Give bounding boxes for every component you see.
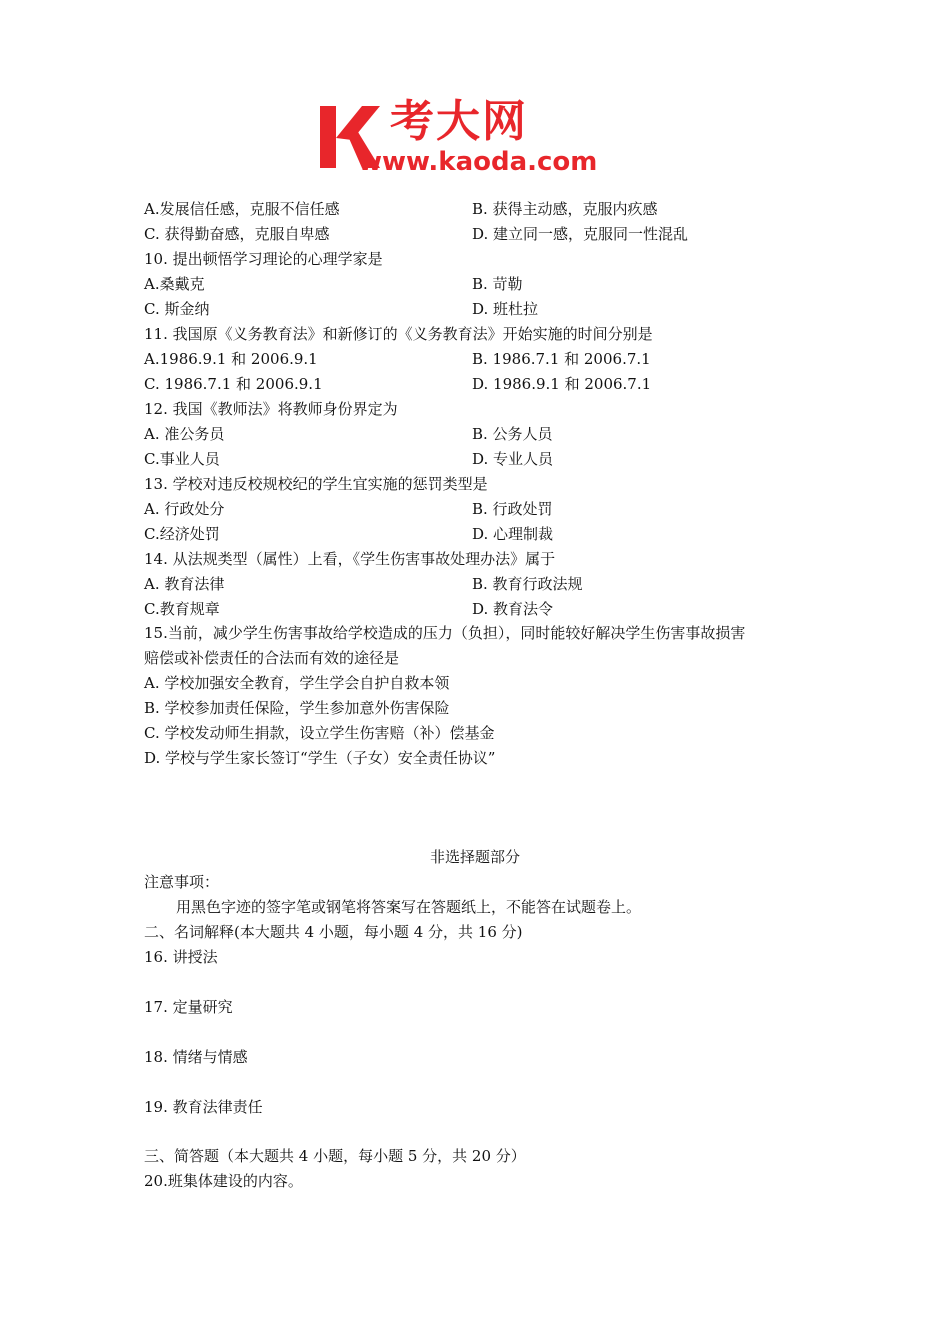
- q11-option-d: D. 1986.9.1 和 2006.7.1: [472, 375, 652, 393]
- q16-text: 16. 讲授法: [144, 948, 218, 966]
- q14-option-c: C.教育规章: [144, 600, 220, 618]
- q18-text: 18. 情绪与情感: [144, 1048, 248, 1066]
- q15-stem-line1: 15.当前，减少学生伤害事故给学校造成的压力（负担），同时能较好解决学生伤害事故损害: [144, 624, 746, 642]
- q19-text: 19. 教育法律责任: [144, 1098, 263, 1116]
- q17-text: 17. 定量研究: [144, 998, 233, 1016]
- q14-option-b: B. 教育行政法规: [472, 575, 583, 593]
- q13-option-d: D. 心理制裁: [472, 525, 554, 543]
- q14-option-a: A. 教育法律: [144, 575, 225, 593]
- logo-brand-text: 考大网: [390, 96, 528, 147]
- notice-text: 用黑色字迹的签字笔或钢笔将答案写在答题纸上，不能答在试题卷上。: [176, 898, 642, 916]
- q12-option-c: C.事业人员: [144, 450, 220, 468]
- q11-stem: 11. 我国原《义务教育法》和新修订的《义务教育法》开始实施的时间分别是: [144, 325, 653, 343]
- kaoda-logo: [318, 98, 638, 182]
- part2-title: 非选择题部分: [429, 848, 520, 866]
- q11-option-a: A.1986.9.1 和 2006.9.1: [144, 350, 318, 368]
- q11-option-c: C. 1986.7.1 和 2006.9.1: [144, 375, 323, 393]
- q12-option-d: D. 专业人员: [472, 450, 554, 468]
- q12-stem: 12. 我国《教师法》将教师身份界定为: [144, 400, 398, 418]
- q20-text: 20.班集体建设的内容。: [144, 1172, 303, 1190]
- q13-stem: 13. 学校对违反校规校纪的学生宜实施的惩罚类型是: [144, 475, 488, 493]
- q13-option-c: C.经济处罚: [144, 525, 220, 543]
- q9-option-d: D. 建立同一感，克服同一性混乱: [472, 225, 689, 243]
- q12-option-b: B. 公务人员: [472, 425, 553, 443]
- q14-stem: 14. 从法规类型（属性）上看，《学生伤害事故处理办法》属于: [144, 550, 556, 568]
- q9-option-c: C. 获得勤奋感，克服自卑感: [144, 225, 330, 243]
- q15-option-a: A. 学校加强安全教育，学生学会自护自救本领: [144, 674, 450, 692]
- q11-option-b: B. 1986.7.1 和 2006.7.1: [472, 350, 651, 368]
- q10-option-b: B. 苛勒: [472, 275, 523, 293]
- q9-option-a: A.发展信任感，克服不信任感: [144, 200, 340, 218]
- q10-option-c: C. 斯金纳: [144, 300, 210, 318]
- q15-stem-line2: 赔偿或补偿责任的合法而有效的途径是: [144, 649, 400, 667]
- q13-option-a: A. 行政处分: [144, 500, 225, 518]
- q13-option-b: B. 行政处罚: [472, 500, 553, 518]
- q15-option-c: C. 学校发动师生捐款，设立学生伤害赔（补）偿基金: [144, 724, 495, 742]
- q12-option-a: A. 准公务员: [144, 425, 225, 443]
- notice-label: 注意事项：: [144, 873, 220, 891]
- q10-option-a: A.桑戴克: [144, 275, 205, 293]
- q10-option-d: D. 班杜拉: [472, 300, 539, 318]
- q14-option-d: D. 教育法令: [472, 600, 554, 618]
- q15-option-d: D. 学校与学生家长签订“学生（子女）安全责任协议”: [144, 749, 496, 767]
- q9-option-b: B. 获得主动感，克服内疚感: [472, 200, 658, 218]
- q10-stem: 10. 提出顿悟学习理论的心理学家是: [144, 250, 383, 268]
- section3-heading: 三、简答题（本大题共 4 小题，每小题 5 分，共 20 分）: [144, 1147, 526, 1165]
- logo-url-text: www.kaoda.com: [358, 147, 598, 177]
- section2-heading: 二、名词解释(本大题共 4 小题，每小题 4 分，共 16 分): [144, 923, 523, 941]
- q15-option-b: B. 学校参加责任保险，学生参加意外伤害保险: [144, 699, 450, 717]
